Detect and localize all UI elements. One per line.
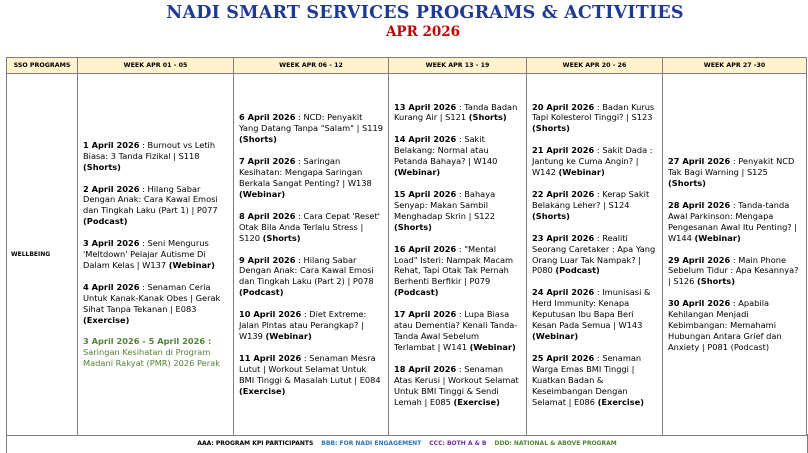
legend-item: CCC: BOTH A & B [429,440,487,447]
entry-date: 18 April 2026 [394,363,457,374]
entry-title: : Sakit Belakang: Normal atau Petanda Bahaya? | W140 [394,134,498,167]
entry-format-tag: (Webinar) [558,167,605,178]
entry-format-tag: (Shorts) [532,123,570,134]
entry-date: 7 April 2026 [239,156,296,167]
entry-title: : Saringan Kesihatan: Mengapa Saringan Berkala Sangat Penting? | W138 [239,156,372,189]
legend-item: DDD: NATIONAL & ABOVE PROGRAM [494,440,617,447]
week-header: WEEK APR 13 - 19 [389,58,527,74]
entry-date: 10 April 2026 [239,309,302,320]
week-header: WEEK APR 01 - 05 [78,58,234,74]
entry-date: 3 April 2026 - 5 April 2026 : [83,336,212,347]
schedule-entry [83,336,229,369]
entry-format-tag: (Shorts) [697,276,735,287]
entry-format-tag: (Exercise) [239,385,286,396]
entry-title: : Badan Kurus Tapi Kolesterol Tinggi? | S123 [532,101,655,123]
entry-date: 6 April 2026 [239,112,296,123]
entry-format-tag: (Podcast) [83,216,128,227]
entry-date: 28 April 2026 [668,199,731,210]
entry-date: 29 April 2026 [668,254,731,265]
entry-title: : Senaman Atas Kerusi | Workout Selamat Untuk BMI Tinggi & Sendi Lemah | E085 [394,363,519,407]
entry-title: : Seni Mengurus 'Meltdown' Pelajar Autisme Di Dalam Kelas | W137 [83,238,209,270]
entry-date: 21 April 2026 [532,145,595,156]
schedule-entry [394,189,522,233]
week-cell [663,74,807,436]
entry-title: : Lupa Biasa atau Dementia? Kenali Tanda-Tanda Awal Sebelum Terlambat | W141 [394,309,518,352]
entry-format-tag: (Webinar) [532,330,579,341]
schedule-entry [532,353,658,408]
entry-format-tag: (Podcast) [555,265,600,276]
entry-title: : Sakit Dada : Jantung ke Cuma Angin? | W142 [532,145,653,178]
entry-date: 14 April 2026 [394,134,457,145]
entry-title: : Imunisasi & Herd Immunity: Kenapa Keputusan Ibu Bapa Beri Kesan Pada Semua | W143 [532,287,651,331]
entry-title: : Bahaya Senyap: Makan Sambil Menghadap Skrin | S122 [394,189,496,221]
entry-format-tag: (Shorts) [532,210,570,221]
schedule-entry [532,102,658,135]
entry-date: 15 April 2026 [394,189,457,200]
week-cell [78,74,234,436]
entry-format-tag: (Webinar) [168,259,215,270]
schedule-entry [394,102,522,124]
legend-bar [6,434,808,453]
schedule-entry [394,309,522,353]
entry-title: : Hilang Sabar Dengan Anak: Cara Kawal Emosi dan Tingkah Laku (Part 2) | P078 [239,254,374,287]
entry-title: : Apabila Kehilangan Menjadi Kebimbangan: Memahami Hubungan Antara Grief dan Anxiety | P081 (Podcast) [668,298,782,352]
entry-title: : Senaman Mesra Lutut | Workout Selamat Untuk BMI Tinggi & Masalah Lutut | E084 [239,352,381,385]
schedule-entry [239,211,384,244]
entry-title: : Tanda-tanda Awal Parkinson: Mengapa Pengesanan Awal Itu Penting? | W144 [668,199,798,243]
schedule-entry [83,238,229,271]
entry-format-tag: (Exercise) [453,396,500,407]
entry-format-tag: (Exercise) [83,314,130,325]
schedule-entry [668,255,802,288]
entry-format-tag: (Shorts) [668,178,706,189]
week-header: WEEK APR 27 -30 [663,58,807,74]
schedule-entry [532,189,658,222]
schedule-entry [239,353,384,397]
page-subtitle: APR 2026 [385,24,461,40]
table-header-row [7,58,807,74]
entry-date: 16 April 2026 [394,243,457,254]
entry-date: 4 April 2026 [83,281,140,292]
entry-date: 11 April 2026 [239,352,302,363]
entry-date: 1 April 2026 [83,139,140,150]
entry-format-tag: (Shorts) [262,232,301,243]
entry-format-tag: (Webinar) [265,330,312,341]
entry-title: : Cara Cepat 'Reset' Otak Bila Anda Terlalu Stress | S120 [239,210,380,243]
entry-title: : Kerap Sakit Belakang Leher? | S124 [532,189,650,210]
schedule-entry [83,184,229,228]
row-label-wellbeing: WELLBEING [7,74,78,436]
entry-title: : Senaman Warga Emas BMI Tinggi | Kuatkan Badan & Keseimbangan Dengan Selamat | E086 [532,352,642,407]
entry-date: 9 April 2026 [239,254,296,265]
schedule-entry [394,244,522,299]
entry-title: : Burnout vs Letih Biasa: 3 Tanda Fizikal | S118 [83,139,216,161]
schedule-table [6,57,807,436]
entry-title: : "Mental Load" Isteri: Nampak Macam Rehat, Tapi Otak Tak Pernah Berhenti Berfikir | P079 [394,243,514,287]
schedule-entry [532,145,658,178]
entry-title: : Senaman Ceria Untuk Kanak-Kanak Obes | Gerak Sihat Tanpa Tekanan | E083 [83,281,221,314]
entry-title: Saringan Kesihatan di Program Madani Rakyat (PMR) 2026 Perak [83,347,220,369]
schedule-entry [668,298,802,353]
entry-date: 17 April 2026 [394,309,457,320]
week-cell [389,74,527,436]
entry-date: 24 April 2026 [532,287,595,298]
entry-title: : Realiti Seorang Caretaker : Apa Yang Orang Luar Tak Nampak? | P080 [532,232,656,276]
entry-date: 3 April 2026 [83,238,140,249]
entry-title: : NCD: Penyakit Yang Datang Tanpa "Salam" | S119 [239,112,383,134]
corner-header: SSO PROGRAMS [7,58,78,74]
entry-title: : Main Phone Sebelum Tidur : Apa Kesannya? | S126 [668,254,799,287]
entry-date: 13 April 2026 [394,101,457,112]
entry-date: 25 April 2026 [532,352,595,363]
schedule-entry [532,287,658,342]
week-header: WEEK APR 20 - 26 [527,58,663,74]
entry-title: : Tanda Badan Kurang Air | S121 [394,101,518,123]
schedule-entry [239,112,384,145]
entry-format-tag: (Podcast) [394,287,439,298]
entry-format-tag: (Shorts) [83,161,121,172]
schedule-entry [83,140,229,173]
schedule-entry [394,134,522,178]
entry-date: 2 April 2026 [83,183,140,194]
entry-date: 30 April 2026 [668,298,731,309]
legend-item: BBB: FOR NADI ENGAGEMENT [321,440,422,447]
schedule-entry [239,156,384,200]
schedule-entry [239,309,384,342]
entry-date: 22 April 2026 [532,189,595,200]
week-cell [234,74,389,436]
legend-item: AAA: PROGRAM KPI PARTICIPANTS [197,440,314,447]
schedule-entry [83,282,229,326]
entry-format-tag: (Shorts) [239,134,277,145]
schedule-entry [532,233,658,277]
page-title: NADI SMART SERVICES PROGRAMS & ACTIVITIES [166,3,684,23]
schedule-entry [239,255,384,299]
entry-date: 20 April 2026 [532,101,595,112]
entry-title: : Penyakit NCD Tak Bagi Warning | S125 [668,156,795,178]
schedule-entry [668,156,802,189]
entry-format-tag: (Webinar) [469,341,516,352]
entry-format-tag: (Podcast) [239,287,284,298]
entry-format-tag: (Shorts) [394,221,432,232]
entry-date: 8 April 2026 [239,210,296,221]
week-header: WEEK APR 06 - 12 [234,58,389,74]
entry-format-tag: (Exercise) [597,396,644,407]
table-row [7,74,807,436]
entry-format-tag: (Webinar) [394,167,441,178]
entry-date: 23 April 2026 [532,232,595,243]
entry-format-tag: (Webinar) [694,232,741,243]
entry-title: : Diet Extreme: Jalan Pintas atau Perangkap? | W139 [239,309,367,341]
schedule-entry [394,364,522,408]
entry-format-tag: (Shorts) [468,112,507,123]
week-cell [527,74,663,436]
entry-date: 27 April 2026 [668,156,731,167]
schedule-entry [668,200,802,244]
entry-title: : Hilang Sabar Dengan Anak: Cara Kawal Emosi dan Tingkah Laku (Part 1) | P077 [83,183,218,216]
entry-format-tag: (Webinar) [239,188,286,199]
